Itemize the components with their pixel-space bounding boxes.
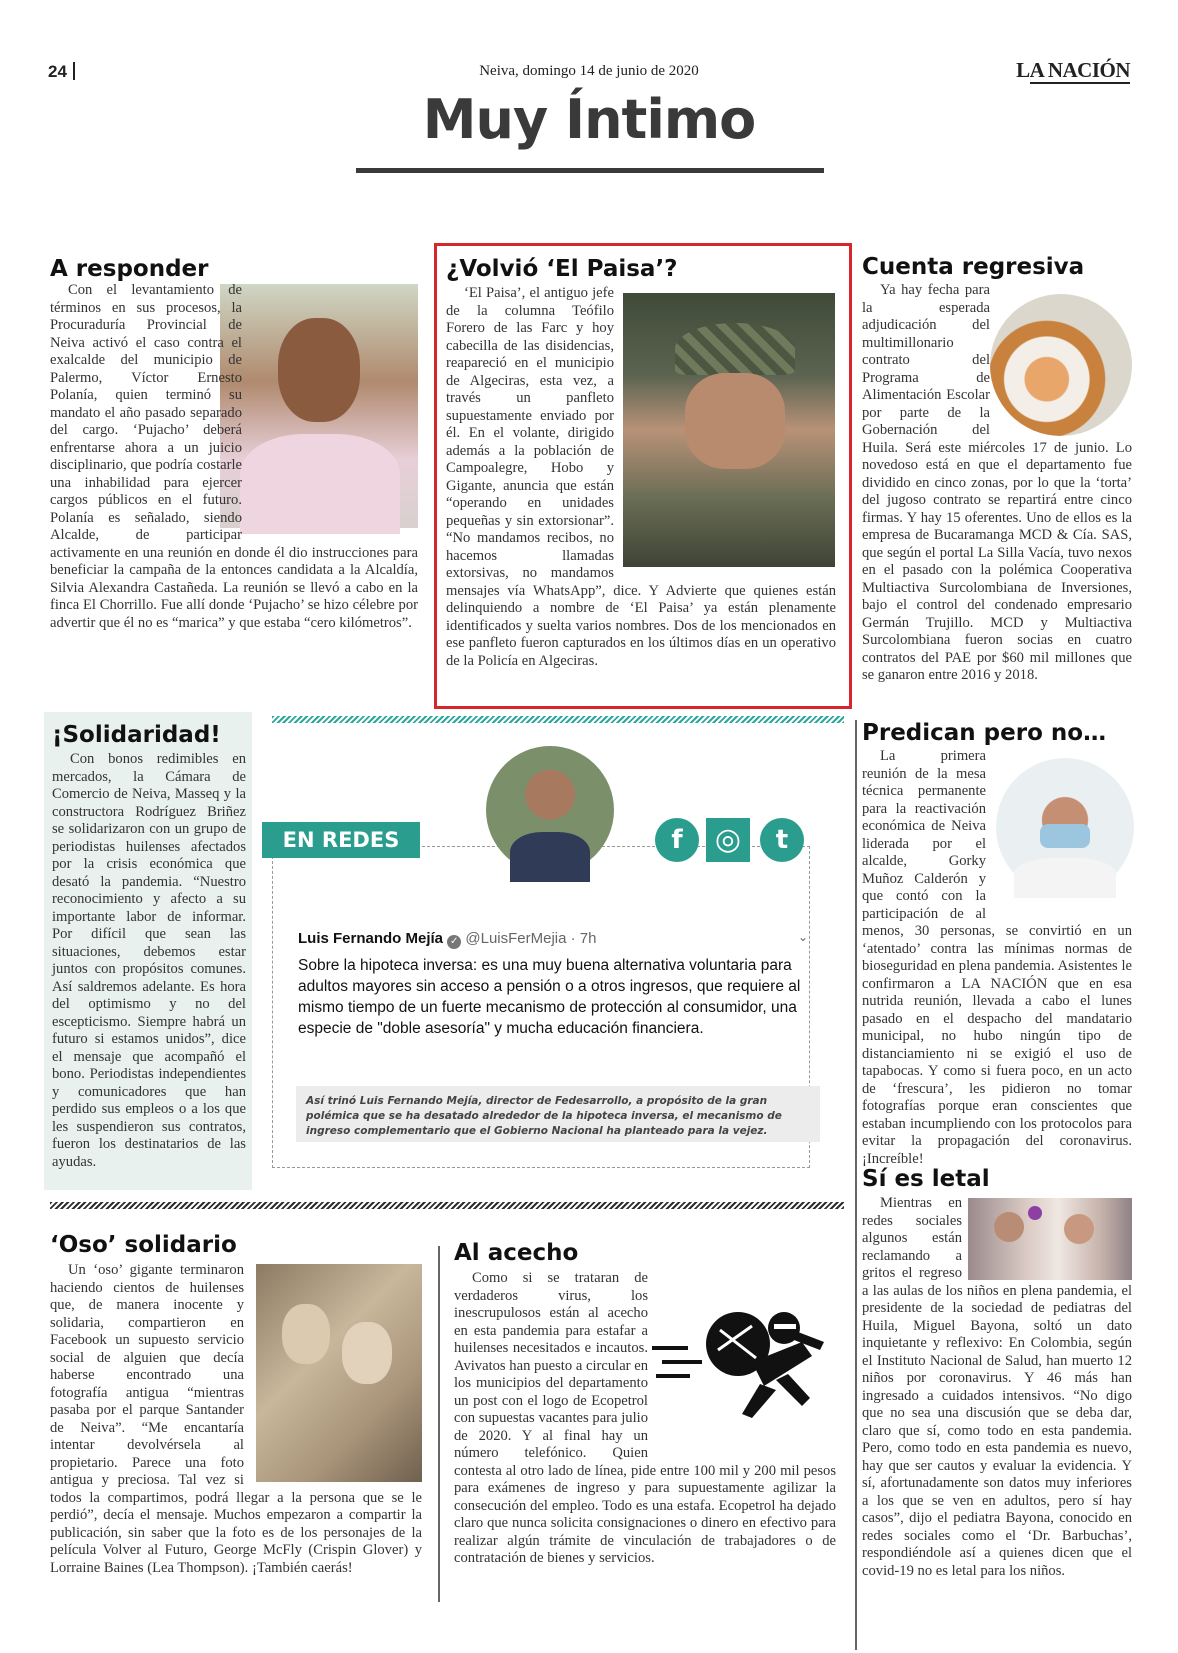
headline-si-es-letal: Sí es letal [862,1166,990,1192]
photo-float-spacer [656,1270,836,1458]
article-body-solidaridad: Con bonos redimibles en mercados, la Cámara de Comercio de Neiva, Masseq y la constructora Rodríguez Briñez se solidarizaron con un grupo de periodistas huilenses afectados por la crisis económica que desató la pandemia. “Nuestro reconocimiento y afecto a su importante labor de informar. Por difícil que sean las situaciones, debemos estar juntos con propósitos comunes. Así saldremos adelante. Es hora del optimismo y no del escepticismo. Siempre habrá un futuro si estamos unidos”, dice el mensaje que acompañó el bono. Periodistas independientes y comunicadores que han perdido sus empleos o a los que les suspendieron sus contratos, fueron los destinatarios de las ayudas. [52,751,246,1170]
article-body-el-paisa: ‘El Paisa’, el antiguo jefe de la columna Teófilo Forero de las Farc y hoy cabecilla de las disidencias, reapareció en el municipio de Algeciras, esta vez, a través un panfleto supuestamente enviado por él. En el volante, dirigido además a la población de Campoalegre, Hobo y Gigante, anuncia que están “operando en unidades pequeñas y sin extorsionar”. “No mandamos recibos, no hacemos llamadas extorsivas, no mandamos mensajes vía WhatsApp”, dice. Y Advierte que quienes están delinquiendo a nombre de ‘El Paisa’ ya están plenamente identificados y suelta varios nombres. Dos de los mencionados en ese panfleto fueron capturados en los últimos días en un operativo de la Policía en Algeciras. [446,285,836,669]
photo-float-spacer [622,285,836,569]
article-body-si-es-letal: Mientras en redes sociales algunos están reclamando a gritos el regreso a las aulas de los niños en plena pandemia, el presidente de la sociedad de pediatras del Huila, Miguel Bayona, soltó un dato inquietante y reflexivo: En Colombia, según el Instituto Nacional de Salud, han muerto 12 niños por coronavirus. Y 46 más han ingresado a cuidados intensivos. “No digo que no sea una discusión que se deba dar, claro que sí, como todo en esta pandemia. Pero, como todo en esta pandemia es nuevo, hay que ser cautos y evaluar la evidencia. Y sí, afortunadamente son datos muy inferiores a los que se ven en adultos, pero sí hay casos”, dijo el pediatra Bayona, conocido en redes sociales como el ‘Dr. Barbuchas’, respondiéndole así a quienes dicen que el covid-19 no es letal para los niños. [862,1195,1132,1579]
headline-predican-pero-no: Predican pero no… [862,720,1107,746]
tweet-header [298,930,810,949]
section-title-rule [356,168,824,173]
masthead-logo: LA NACIÓN [1016,58,1130,82]
chevron-down-icon: ⌄ [797,930,808,944]
headline-al-acecho: Al acecho [454,1240,579,1266]
facebook-icon: f [655,818,699,862]
photo-float-spacer [968,1195,1132,1279]
separator-teal [272,716,844,723]
separator-hatched [50,1202,844,1209]
tweet-caption: Así trinó Luis Fernando Mejía, director de Fedesarrollo, a propósito de la gran polémica que se ha desatado alrededor de la hipoteca inversa, el mecanismo de ingreso complementario que el Gobierno Nacional ha planteado para la vejez. [296,1086,820,1142]
verified-badge-icon: ✓ [447,935,461,949]
twitter-icon: t [760,818,804,862]
section-title: Muy Íntimo [422,88,756,151]
photo-float-spacer [252,1262,422,1488]
headline-a-responder: A responder [50,256,209,282]
avatar-luis-fernando-mejia [486,746,614,874]
headline-oso-solidario: ‘Oso’ solidario [50,1232,237,1258]
tweet-author: Luis Fernando Mejía [298,930,444,947]
headline-cuenta-regresiva: Cuenta regresiva [862,254,1085,280]
photo-float-spacer [250,282,418,530]
masthead-rule [1030,82,1130,84]
tweet-card [298,930,810,1039]
photo-float-spacer [996,282,1132,432]
tweet-handle: @LuisFerMejia · 7h [465,930,597,947]
article-body-a-responder: Con el levantamiento de términos en sus procesos, la Procuraduría Provincial de Neiva activó el caso contra el exalcalde del municipio de Palermo, Víctor Ernesto Polanía, quien terminó su mandato el año pasado separado del cargo. ‘Pujacho’ deberá enfrentarse ahora a un juicio disciplinario, que podría costarle una inhabilidad para ejercer cargos públicos en el futuro. Polanía es señalado, siendo Alcalde, de participar activamente en una reunión en donde él dio instrucciones para beneficiar la campaña de la entonces candidata a la Alcaldía, Silvia Alexandra Castañeda. La reunión se llevó a cabo en la finca El Chorrillo. Fue allí donde ‘Pujacho’ se hizo célebre por advertir que él no es “marica” y que estaba “cero kilómetros”. [50,282,418,631]
article-body-oso-solidario: Un ‘oso’ gigante terminaron haciendo cientos de huilenses que, de manera inocente y solidaria, compartieron en Facebook un supuesto servicio social de alguien que decía haberse encontrado una fotografía antigua “mientras pasaba por el parque Santander de Neiva”. “Me encantaría intentar devolvérsela al propietario. Parece una foto antigua y preciosa. Tal vez si todos la compartimos, podrá llegar a la persona que se le perdió”, decía el mensaje. Muchos empezaron a compartir la publicación, sin saber que la foto es de los personajes de la película Volver al Futuro, George McFly (Crispin Glover) y Lorraine Baines (Lea Thompson). ¡También caerás! [50,1262,422,1576]
column-rule-right [855,720,857,1650]
headline-el-paisa: ¿Volvió ‘El Paisa’? [446,256,678,282]
photo-float-spacer [992,748,1132,918]
article-body-al-acecho: Como si se trataran de verdaderos virus, los inescrupulosos están al acecho en esta pandemia para estafar a huilenses necesitados e incautos. Avivatos han puesto a circular en los municipios del departamento un post con el logo de Ecopetrol con supuestas vacantes para julio de 2020. Y al final hay un número telefónico. Quien contesta al otro lado de línea, pide entre 100 mil y 200 mil pesos para exámenes de ingreso y para supuestamente agilizar la consecución del empleo. Todo es una estafa. Ecopetrol ha dejado claro que nunca solicita consignaciones o dinero en efectivo para realizar algún trámite de vinculación de trabajadores o de contratación de bienes y servicios. [454,1270,836,1566]
article-body-predican-pero-no: La primera reunión de la mesa técnica permanente para la reactivación económica de Neiva liderada por el alcalde, Gorky Muñoz Calderón y que contó con la participación de al menos, 30 personas, se convirtió en un ‘atentado’ contra las mínimas normas de bioseguridad en plena pandemia. Asistentes le confirmaron a LA NACIÓN que en esa nutrida reunión, llevada a cabo el lunes pasado en el despacho del mandatario municipal, no hubo ningún tipo de distanciamiento ni se exigió el uso de tapabocas. Y como si fuera poco, en un acto de ‘frescura’, les pidieron no tomar fotografías porque eran conscientes que estaban incumpliendo con los protocolos para evitar la propagación del coronavirus. ¡Increíble! [862,748,1132,1167]
en-redes-tag: EN REDES [262,822,420,858]
article-body-cuenta-regresiva: Ya hay fecha para la esperada adjudicación del multimillonario contrato del Programa de Alimentación Escolar por parte de la Gobernación del Huila. Será este miércoles 17 de junio. Lo novedoso está en que el departamento fue dividido en cinco zonas, por lo que la ‘torta’ del jugoso contrato se repartirá entre cinco firmas. Y hay 15 oferentes. Uno de ellos es la empresa de Bucaramanga MCD & Cía. SAS, que según el portal La Silla Vacía, tuvo nexos en el pasado con la polémica Cooperativa Multiactiva Surcolombiana de Inversiones, bajo el control del condenado empresario Germán Trujillo. MCD y Multiactiva Surcolombiana fueron socias en cuatro contratos del PAE por $60 mil millones que se ganaron entre 2016 y 2018. [862,282,1132,683]
instagram-icon: ◎ [706,818,750,862]
avatar-suit [510,832,590,882]
tweet-text: Sobre la hipoteca inversa: es una muy buena alternativa voluntaria para adultos mayores sin acceso a pensión o a otros ingresos, que requiere al mismo tiempo de un fuerte mecanismo de protección al consumidor, una especie de "doble asesoría" y mucha educación financiera. [298,957,801,1037]
dateline: Neiva, domingo 14 de junio de 2020 [479,63,699,79]
headline-solidaridad: ¡Solidaridad! [52,722,221,748]
column-rule-middle [438,1246,440,1602]
page-number: 24 [48,62,75,82]
